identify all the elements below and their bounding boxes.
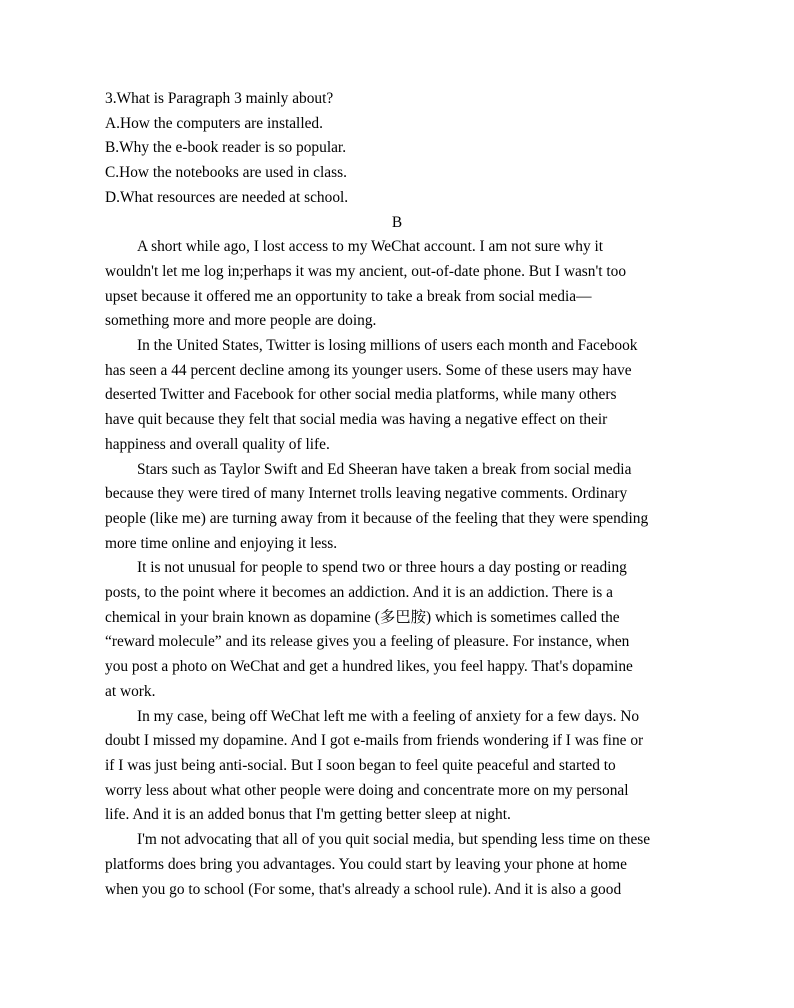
option-c: C.How the notebooks are used in class.: [105, 164, 347, 182]
paragraph-2: [105, 334, 689, 458]
paragraph-line: platforms does bring you advantages. You could start by leaving your phone at home: [105, 855, 627, 873]
paragraph-line: you post a photo on WeChat and get a hundred likes, you feel happy. That's dopamine: [105, 658, 633, 676]
paragraph-line: has seen a 44 percent decline among its younger users. Some of these users may have: [105, 361, 632, 379]
passage: [105, 235, 689, 902]
paragraph-line: if I was just being anti-social. But I soon began to feel quite peaceful and started to: [105, 756, 616, 774]
paragraph-line: Stars such as Taylor Swift and Ed Sheeran have taken a break from social media: [137, 460, 632, 478]
paragraph-line: doubt I missed my dopamine. And I got e-mails from friends wondering if I was fine or: [105, 732, 644, 750]
paragraph-line: It is not unusual for people to spend two or three hours a day posting or reading: [137, 559, 627, 577]
option-d: D.What resources are needed at school.: [105, 188, 349, 206]
section-label: B: [391, 213, 403, 231]
paragraph-line: A short while ago, I lost access to my WeChat account. I am not sure why it: [137, 238, 604, 256]
paragraph-3: [105, 458, 689, 557]
paragraph-line: chemical in your brain known as dopamine (多巴胺) which is sometimes called the: [105, 608, 620, 626]
paragraph-line: life. And it is an added bonus that I'm getting better sleep at night.: [105, 806, 511, 824]
paragraph-line: because they were tired of many Internet trolls leaving negative comments. Ordinary: [105, 485, 628, 503]
paragraph-line: worry less about what other people were doing and concentrate more on my personal: [105, 781, 629, 799]
paragraph-line: I'm not advocating that all of you quit social media, but spending less time on these: [137, 831, 651, 849]
option-b: B.Why the e-book reader is so popular.: [105, 139, 347, 157]
paragraph-line: when you go to school (For some, that's already a school rule). And it is also a good: [105, 880, 622, 898]
question-stem: 3.What is Paragraph 3 mainly about?: [105, 90, 334, 107]
paragraph-6: [105, 828, 689, 902]
option-a: A.How the computers are installed.: [105, 114, 323, 132]
document-page: [105, 87, 689, 902]
paragraph-line: happiness and overall quality of life.: [105, 435, 330, 453]
paragraph-line: posts, to the point where it becomes an addiction. And it is an addiction. There is a: [105, 584, 613, 602]
paragraph-line: have quit because they felt that social media was having a negative effect on their: [105, 411, 608, 429]
paragraph-line: In my case, being off WeChat left me with a feeling of anxiety for a few days. No: [137, 707, 640, 725]
paragraph-line: “reward molecule” and its release gives you a feeling of pleasure. For instance, when: [105, 633, 630, 651]
paragraph-line: In the United States, Twitter is losing millions of users each month and Facebook: [137, 337, 638, 355]
paragraph-line: upset because it offered me an opportunity to take a break from social media—: [105, 287, 592, 305]
paragraph-4: [105, 556, 689, 704]
paragraph-1: [105, 235, 689, 334]
paragraph-line: deserted Twitter and Facebook for other social media platforms, while many others: [105, 386, 617, 404]
paragraph-line: something more and more people are doing.: [105, 312, 377, 330]
paragraph-5: [105, 705, 689, 829]
paragraph-line: people (like me) are turning away from it because of the feeling that they were spending: [105, 509, 649, 527]
paragraph-line: wouldn't let me log in;perhaps it was my ancient, out-of-date phone. But I wasn't too: [105, 262, 627, 280]
paragraph-line: more time online and enjoying it less.: [105, 534, 338, 552]
paragraph-line: at work.: [105, 682, 156, 700]
